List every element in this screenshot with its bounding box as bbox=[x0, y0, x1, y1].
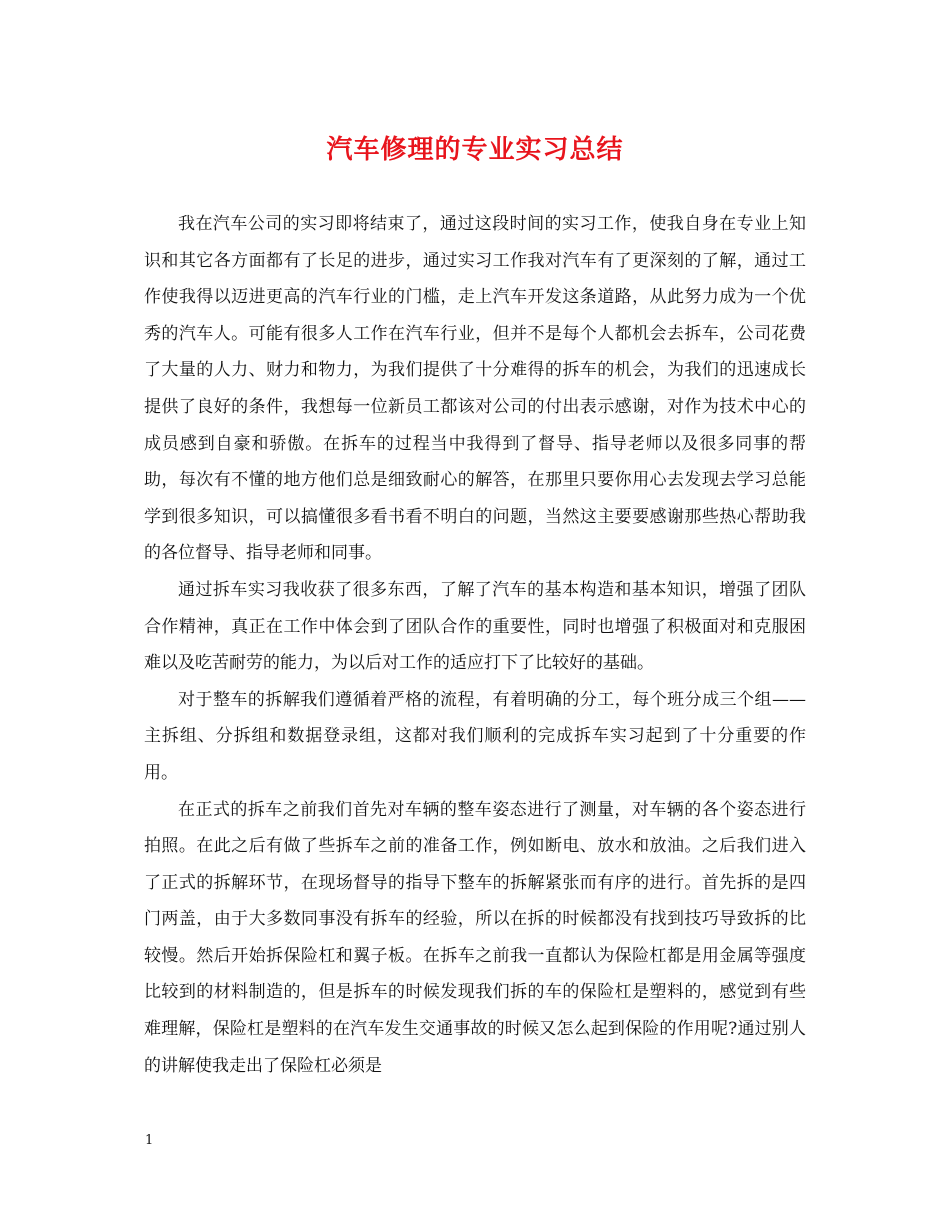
page-number: 1 bbox=[145, 1133, 154, 1148]
paragraph-3: 对于整车的拆解我们遵循着严格的流程，有着明确的分工，每个班分成三个组——主拆组、分拆组和数据登录组，这都对我们顺利的完成拆车实习起到了十分重要的作用。 bbox=[144, 689, 806, 783]
document-body bbox=[144, 206, 806, 1084]
paragraph-4: 在正式的拆车之前我们首先对车辆的整车姿态进行了测量，对车辆的各个姿态进行拍照。在此之后有做了些拆车之前的准备工作，例如断电、放水和放油。之后我们进入了正式的拆解环节，在现场督导的指导下整车的拆解紧张而有序的进行。首先拆的是四门两盖，由于大多数同事没有拆车的经验，所以在拆的时候都没有找到技巧导致拆的比较慢。然后开始拆保险杠和翼子板。在拆车之前我一直都认为保险杠都是用金属等强度比较到的材料制造的，但是拆车的时候发现我们拆的车的保险杠是塑料的，感觉到有些难理解，保险杠是塑料的在汽车发生交通事故的时候又怎么起到保险的作用呢?通过别人的讲解使我走出了保险杠必须是 bbox=[144, 799, 806, 1076]
document-title: 汽车修理的专业实习总结 bbox=[326, 135, 624, 165]
paragraph-1: 我在汽车公司的实习即将结束了，通过这段时间的实习工作，使我自身在专业上知识和其它各方面都有了长足的进步，通过实习工作我对汽车有了更深刻的了解，通过工作使我得以迈进更高的汽车行业的门槛，走上汽车开发这条道路，从此努力成为一个优秀的汽车人。可能有很多人工作在汽车行业，但并不是每个人都机会去拆车，公司花费了大量的人力、财力和物力，为我们提供了十分难得的拆车的机会，为我们的迅速成长提供了良好的条件，我想每一位新员工都该对公司的付出表示感谢，对作为技术中心的成员感到自豪和骄傲。在拆车的过程当中我得到了督导、指导老师以及很多同事的帮助，每次有不懂的地方他们总是细致耐心的解答，在那里只要你用心去发现去学习总能学到很多知识，可以搞懂很多看书看不明白的问题，当然这主要要感谢那些热心帮助我的各位督导、指导老师和同事。 bbox=[144, 214, 806, 564]
paragraph-2: 通过拆车实习我收获了很多东西，了解了汽车的基本构造和基本知识，增强了团队合作精神，真正在工作中体会到了团队合作的重要性，同时也增强了积极面对和克服困难以及吃苦耐劳的能力，为以后对工作的适应打下了比较好的基础。 bbox=[144, 579, 806, 674]
